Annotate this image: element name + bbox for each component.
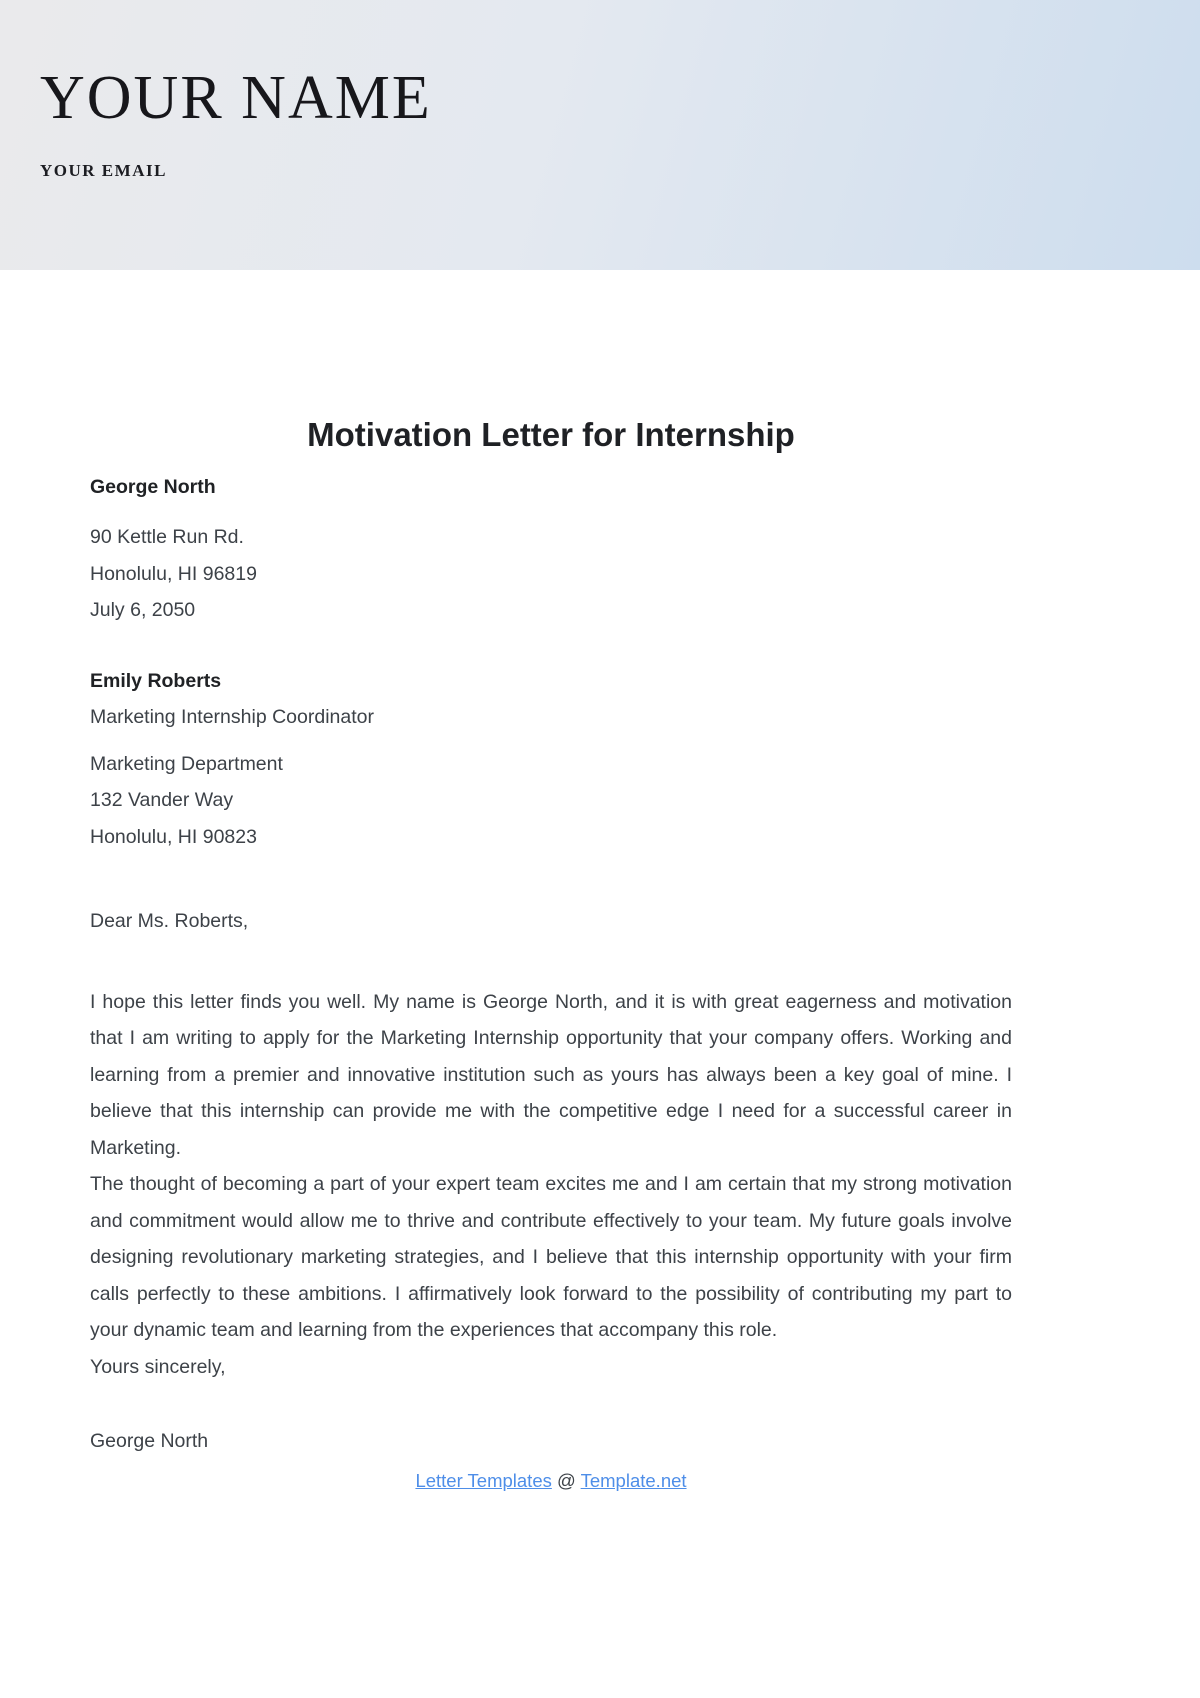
letter-content (90, 415, 1012, 1494)
sender-name: George North (90, 476, 216, 498)
recipient-name: Emily Roberts (90, 669, 222, 692)
salutation: Dear Ms. Roberts, (90, 910, 249, 932)
body-paragraph: I hope this letter finds you well. My name is George North, and it is with great eagerness and motivation that I am writing to apply for the Marketing Internship opportunity that your company offers. Working and learning from a premier and innovative institution such as yours has always been a key goal of mine. I believe that this internship can provide me with the competitive edge I need for a successful career in Marketing. (90, 990, 1012, 1159)
closing: Yours sincerely, (90, 1355, 226, 1378)
footer-separator: @ (557, 1469, 576, 1491)
body-paragraph: The thought of becoming a part of your expert team excites me and I am certain that my strong motivation and commitment would allow me to thrive and contribute effectively to your team. My future goals involve designing revolutionary marketing strategies, and I believe that this internship opportunity with your firm calls perfectly to these ambitions. I affirmatively look forward to the possibility of contributing my part to your dynamic team and learning from the experiences that accompany this role. (90, 1173, 1012, 1341)
recipient-title: Marketing Internship Coordinator (90, 706, 374, 728)
sender-address-line: Honolulu, HI 96819 (90, 562, 257, 585)
letterhead-email: YOUR EMAIL (40, 161, 167, 181)
signature-name: George North (90, 1430, 209, 1452)
recipient-address-line: Honolulu, HI 90823 (90, 825, 257, 848)
template-net-link[interactable]: Template.net (580, 1469, 687, 1491)
page-title: Motivation Letter for Internship (307, 416, 795, 453)
recipient-address (90, 746, 1012, 856)
letter-paragraphs (90, 984, 1012, 1386)
sender-address-line: 90 Kettle Run Rd. (90, 526, 244, 548)
letterhead-name: YOUR NAME (40, 64, 432, 132)
recipient-address-line: 132 Vander Way (90, 789, 234, 811)
recipient-address-line: Marketing Department (90, 752, 283, 775)
letterhead (0, 0, 1200, 270)
letter-date: July 6, 2050 (90, 599, 196, 621)
footer (90, 1468, 1012, 1494)
letter-templates-link[interactable]: Letter Templates (415, 1469, 552, 1491)
sender-address (90, 519, 1012, 629)
